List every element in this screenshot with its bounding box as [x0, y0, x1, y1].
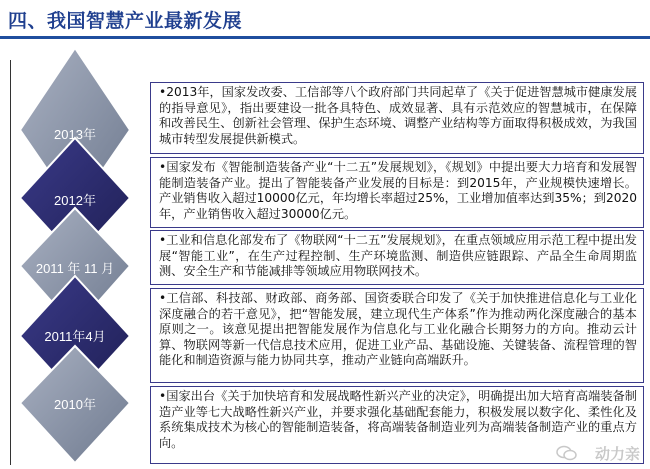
year-label-2010: 2010年	[54, 397, 96, 412]
event-box-2013	[150, 82, 644, 154]
watermark-text: 动力亲	[594, 445, 640, 463]
event-box-2011-11	[150, 230, 644, 285]
event-text-2011-4: •工信部、科技部、财政部、商务部、国资委联合印发了《关于加快推进信息化与工业化深度融合的若干意见》，把“智能发展，建立现代生产体系”作为推动两化深度融合的基本原则之一。该意见提出把智能发展作为信息化与工业化融合长期努力的方向。推动云计算、物联网等新一代信息技术应用，促进工业产品、基础设施、关键装备、流程管理的智能化和制造资源与能力协同共享，推动产业链向高端跃升。	[159, 291, 637, 368]
event-text-2010: •国家出台《关于加快培育和发展战略性新兴产业的决定》，明确提出加大培育高端装备制造产业等七大战略性新兴产业，并要求强化基础配套能力，积极发展以数字化、柔性化及系统集成技术为核心的智能制造装备，将高端装备制造业列为高端装备制造产业的重点方向。	[159, 389, 637, 450]
year-label-2013: 2013年	[54, 127, 96, 142]
event-box-2012	[150, 157, 644, 228]
wechat-icon	[556, 445, 578, 461]
page-title: 四、我国智慧产业最新发展	[8, 10, 243, 32]
year-label-2011-11: 2011 年 11 月	[35, 261, 115, 276]
event-text-2012: •国家发布《智能制造装备产业“十二五”发展规划》，《规划》中提出要大力培育和发展智能制造装备产业。提出了智能装备产业发展的目标是：到2015年，产业规模快速增长。产业销售收入超过10000亿元，年均增长率超过25%，工业增加值率达到35%；到2020年，产业销售收入超过30000亿元。	[159, 160, 637, 221]
timeline-diamonds	[0, 38, 160, 469]
event-box-2011-4	[150, 288, 644, 383]
year-label-2011-4: 2011年4月	[44, 329, 106, 344]
event-text-2011-11: •工业和信息化部发布了《物联网“十二五”发展规划》，在重点领域应用示范工程中提出发展“智能工业”，在生产过程控制、生产环境监测、制造供应链跟踪、产品全生命周期监测、安全生产和节能减排等领域应用物联网技术。	[159, 233, 637, 279]
title-bar	[0, 0, 650, 38]
year-label-2012: 2012年	[54, 193, 96, 208]
event-text-2013: •2013年，国家发改委、工信部等八个政府部门共同起草了《关于促进智慧城市健康发展的指导意见》，指出要建设一批各具特色、成效显著、具有示范效应的智慧城市，在保障和改善民生、创新社会管理、保护生态环境、调整产业结构等方面取得积极成效，为我国城市转型发展提供新模式。	[159, 85, 637, 146]
